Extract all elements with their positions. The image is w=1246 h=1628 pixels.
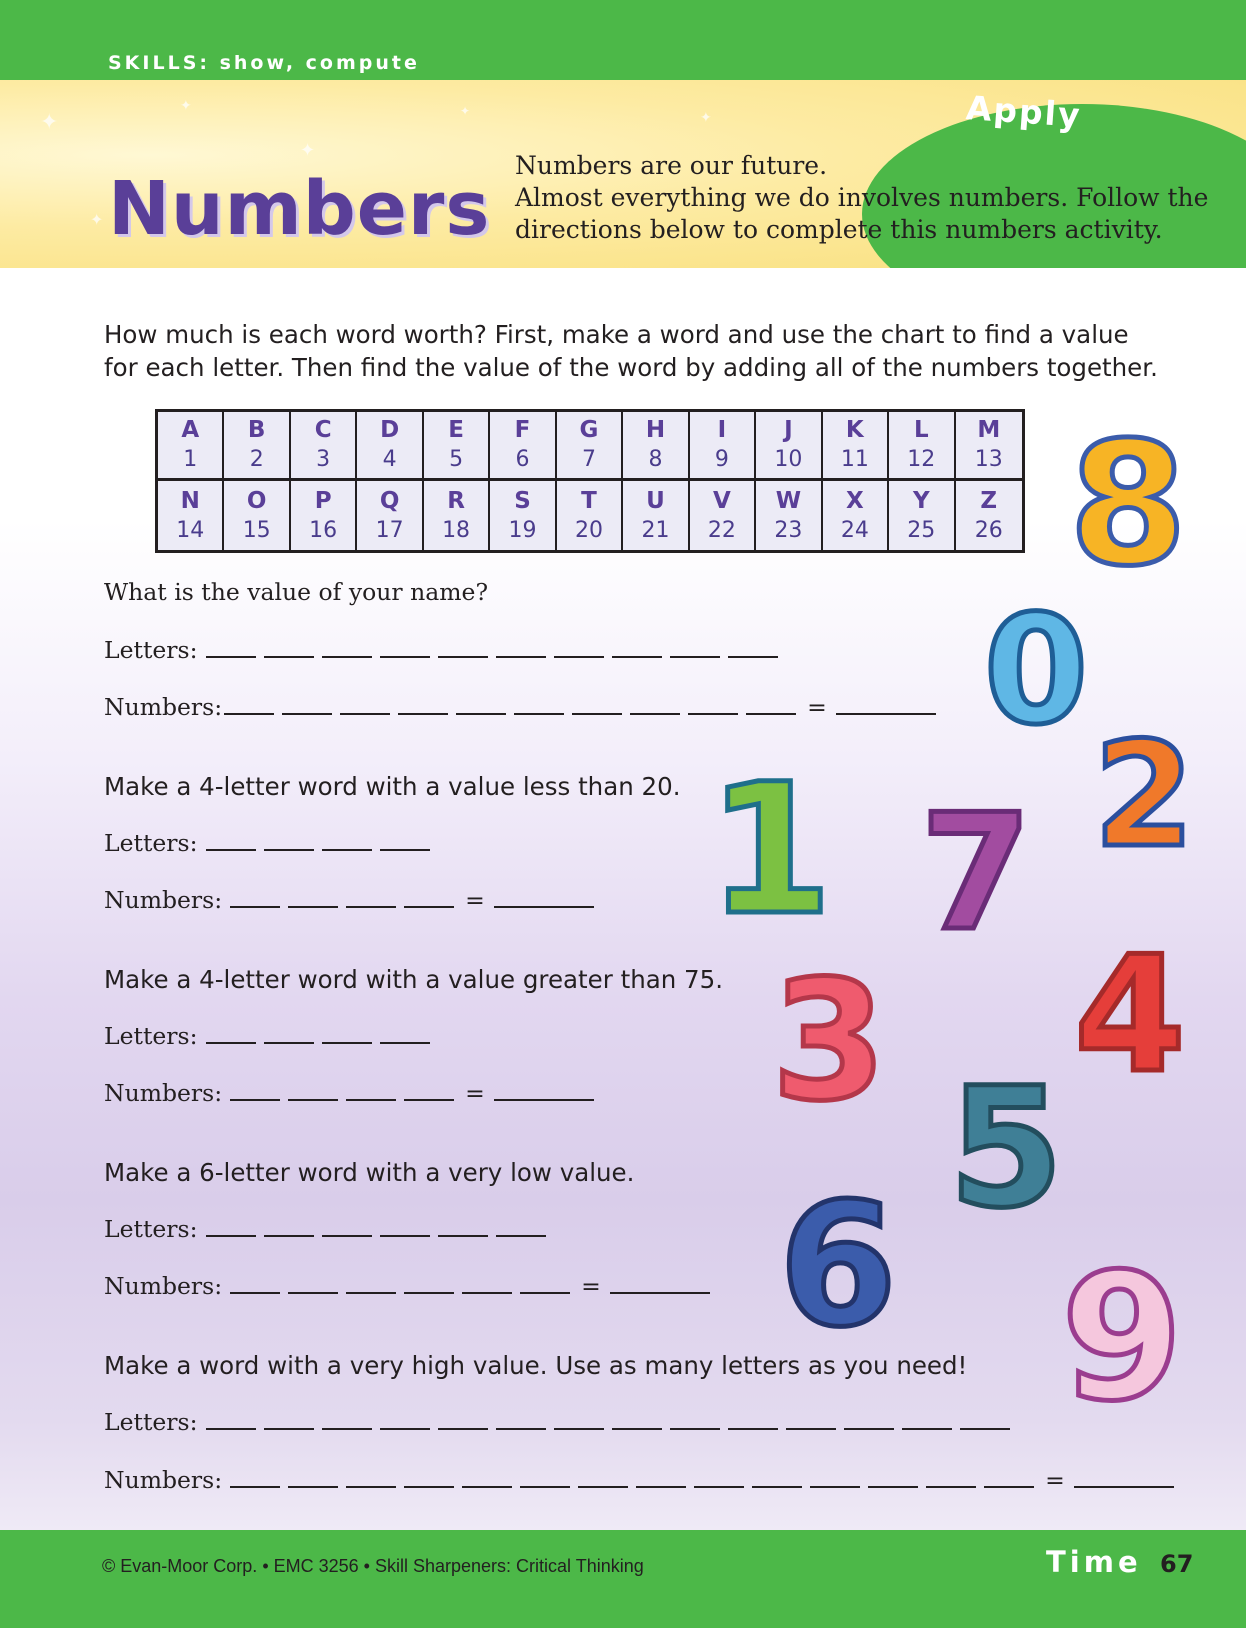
chart-letter: G bbox=[579, 417, 599, 443]
chart-cell bbox=[557, 481, 623, 550]
chart-letter: D bbox=[380, 417, 400, 443]
answer-blank bbox=[264, 849, 314, 851]
letters-label: Letters: bbox=[104, 1215, 198, 1243]
chart-value: 1 bbox=[183, 447, 198, 472]
chart-cell bbox=[291, 481, 357, 550]
answer-blank bbox=[572, 713, 622, 715]
page-number: 67 bbox=[1160, 1550, 1194, 1578]
chart-cell bbox=[623, 412, 689, 481]
chart-cell bbox=[956, 412, 1022, 481]
chart-letter: Z bbox=[980, 487, 998, 514]
chart-letter: C bbox=[314, 417, 332, 443]
chart-value: 7 bbox=[581, 447, 596, 472]
answer-blank bbox=[728, 656, 778, 658]
chart-value: 23 bbox=[774, 517, 803, 543]
total-blank bbox=[494, 1099, 594, 1101]
low4-prompt: Make a 4-letter word with a value less than 20. bbox=[104, 772, 681, 801]
digit-nine-decoration bbox=[1061, 1237, 1183, 1440]
digit-four: 4 bbox=[1074, 921, 1186, 1108]
answer-blank bbox=[404, 1486, 454, 1488]
answer-blank bbox=[398, 713, 448, 715]
answer-blank bbox=[230, 1292, 280, 1294]
chart-letter: V bbox=[713, 487, 731, 514]
chart-value: 19 bbox=[508, 517, 537, 543]
directions-line-1: How much is each word worth? First, make a word and use the chart to find a value bbox=[104, 320, 1129, 349]
low6-letters-row bbox=[104, 1215, 554, 1243]
total-blank bbox=[494, 906, 594, 908]
numbers-label: Numbers: bbox=[104, 1079, 223, 1107]
chart-letter: I bbox=[717, 417, 727, 443]
answer-blank bbox=[404, 1099, 454, 1101]
chart-letter: S bbox=[514, 487, 531, 514]
answer-blank bbox=[224, 713, 274, 715]
answer-blank bbox=[230, 1486, 280, 1488]
digit-zero: 0 bbox=[983, 584, 1089, 758]
answer-blank bbox=[230, 1099, 280, 1101]
answer-blank bbox=[206, 656, 256, 658]
answer-blank bbox=[554, 1428, 604, 1430]
answer-blank bbox=[288, 1292, 338, 1294]
answer-blank bbox=[404, 1292, 454, 1294]
name-letters-row bbox=[104, 636, 786, 664]
chart-value: 14 bbox=[176, 517, 205, 543]
digit-six: 6 bbox=[778, 1167, 898, 1365]
chart-cell bbox=[490, 481, 556, 550]
letter-value-chart bbox=[155, 409, 1025, 553]
intro-line-1: Numbers are our future. bbox=[515, 151, 828, 180]
answer-blank bbox=[322, 849, 372, 851]
answer-blank bbox=[264, 656, 314, 658]
answer-blank bbox=[688, 713, 738, 715]
title-banner: ✦ ✦ ✦ ✦ ✦ ✦ bbox=[0, 80, 1246, 268]
chart-value: 8 bbox=[648, 447, 663, 472]
chart-cell bbox=[823, 481, 889, 550]
chart-letter: J bbox=[784, 417, 793, 443]
answer-blank bbox=[346, 1099, 396, 1101]
skills-label: SKILLS: show, compute bbox=[108, 52, 420, 74]
answer-blank bbox=[786, 1428, 836, 1430]
answer-blank bbox=[630, 713, 680, 715]
answer-blank bbox=[380, 849, 430, 851]
numbers-label: Numbers: bbox=[104, 1272, 223, 1300]
chart-letter: K bbox=[845, 417, 864, 443]
digit-eight-decoration bbox=[1069, 406, 1187, 604]
chart-letter: F bbox=[514, 417, 531, 443]
chart-cell bbox=[357, 481, 423, 550]
high-numbers-row bbox=[104, 1466, 1182, 1494]
equals-sign: = bbox=[465, 886, 485, 914]
chart-cell bbox=[557, 412, 623, 481]
chart-letter: W bbox=[775, 487, 802, 514]
total-blank bbox=[610, 1292, 710, 1294]
chart-letter: L bbox=[913, 417, 929, 443]
chart-cell bbox=[490, 412, 556, 481]
chart-value: 26 bbox=[974, 517, 1003, 543]
low4-letters-row bbox=[104, 829, 438, 857]
answer-blank bbox=[746, 713, 796, 715]
chart-letter: P bbox=[314, 487, 332, 514]
chart-value: 4 bbox=[382, 447, 397, 472]
chart-letter: X bbox=[845, 487, 864, 514]
answer-blank bbox=[554, 656, 604, 658]
letters-label: Letters: bbox=[104, 829, 198, 857]
answer-blank bbox=[346, 1292, 396, 1294]
chart-value: 25 bbox=[907, 517, 936, 543]
low6-numbers-row bbox=[104, 1272, 718, 1300]
answer-blank bbox=[578, 1486, 628, 1488]
answer-blank bbox=[346, 906, 396, 908]
chart-letter: M bbox=[977, 417, 1001, 443]
chart-value: 6 bbox=[515, 447, 530, 472]
chart-value: 15 bbox=[242, 517, 271, 543]
chart-value: 3 bbox=[316, 447, 331, 472]
answer-blank bbox=[670, 656, 720, 658]
digit-seven: 7 bbox=[920, 779, 1032, 966]
low6-prompt: Make a 6-letter word with a very low value. bbox=[104, 1158, 635, 1187]
answer-blank bbox=[264, 1042, 314, 1044]
equals-sign: = bbox=[465, 1079, 485, 1107]
high4-letters-row bbox=[104, 1022, 438, 1050]
page-title: Numbers bbox=[108, 166, 491, 252]
answer-blank bbox=[288, 1099, 338, 1101]
chart-cell bbox=[690, 412, 756, 481]
answer-blank bbox=[844, 1428, 894, 1430]
chart-letter: O bbox=[246, 487, 267, 514]
answer-blank bbox=[868, 1486, 918, 1488]
numbers-label: Numbers: bbox=[104, 1466, 223, 1494]
equals-sign: = bbox=[807, 693, 827, 721]
answer-blank bbox=[438, 1428, 488, 1430]
total-blank bbox=[1074, 1486, 1174, 1488]
answer-blank bbox=[902, 1428, 952, 1430]
copyright: © Evan-Moor Corp. • EMC 3256 • Skill Sharpeners: Critical Thinking bbox=[102, 1556, 644, 1576]
answer-blank bbox=[514, 713, 564, 715]
digit-one-decoration bbox=[707, 746, 832, 955]
digit-nine: 9 bbox=[1061, 1237, 1183, 1440]
answer-blank bbox=[346, 1486, 396, 1488]
numbers-label: Numbers: bbox=[104, 693, 223, 721]
answer-blank bbox=[520, 1486, 570, 1488]
name-prompt: What is the value of your name? bbox=[104, 578, 489, 606]
chart-value: 24 bbox=[840, 517, 869, 543]
digit-three-decoration bbox=[772, 945, 887, 1137]
chart-cell bbox=[690, 481, 756, 550]
chart-cell bbox=[623, 481, 689, 550]
chart-cell bbox=[756, 481, 822, 550]
digit-zero-decoration bbox=[984, 584, 1088, 758]
answer-blank bbox=[496, 656, 546, 658]
digit-three: 3 bbox=[771, 945, 887, 1137]
high4-numbers-row bbox=[104, 1079, 602, 1107]
answer-blank bbox=[612, 656, 662, 658]
answer-blank bbox=[380, 1235, 430, 1237]
chart-cell bbox=[424, 412, 490, 481]
digit-two-decoration bbox=[1094, 711, 1195, 880]
answer-blank bbox=[456, 713, 506, 715]
equals-sign: = bbox=[581, 1272, 601, 1300]
answer-blank bbox=[810, 1486, 860, 1488]
answer-blank bbox=[380, 1042, 430, 1044]
directions-line-2: for each letter. Then find the value of the word by adding all of the numbers together. bbox=[104, 353, 1158, 382]
answer-blank bbox=[438, 1235, 488, 1237]
letters-label: Letters: bbox=[104, 1022, 198, 1050]
chart-letter: R bbox=[447, 487, 465, 514]
intro-line-3: directions below to complete this numbers activity. bbox=[515, 215, 1163, 244]
high4-prompt: Make a 4-letter word with a value greater than 75. bbox=[104, 965, 724, 994]
answer-blank bbox=[322, 1428, 372, 1430]
chart-cell bbox=[357, 412, 423, 481]
total-blank bbox=[836, 713, 936, 715]
chart-value: 10 bbox=[774, 447, 803, 472]
answer-blank bbox=[694, 1486, 744, 1488]
answer-blank bbox=[462, 1292, 512, 1294]
chart-letter: H bbox=[645, 417, 666, 443]
chart-value: 18 bbox=[442, 517, 471, 543]
answer-blank bbox=[206, 849, 256, 851]
chart-cell bbox=[889, 481, 955, 550]
answer-blank bbox=[322, 1042, 372, 1044]
chart-letter: U bbox=[646, 487, 665, 514]
chart-value: 22 bbox=[707, 517, 736, 543]
intro-line-2: Almost everything we do involves numbers. Follow the bbox=[515, 183, 1209, 212]
chart-cell bbox=[424, 481, 490, 550]
chart-value: 21 bbox=[641, 517, 670, 543]
chart-value: 12 bbox=[907, 447, 936, 472]
answer-blank bbox=[380, 656, 430, 658]
chart-value: 5 bbox=[449, 447, 464, 472]
answer-blank bbox=[670, 1428, 720, 1430]
numbers-label: Numbers: bbox=[104, 886, 223, 914]
section-label: Time bbox=[1046, 1545, 1142, 1579]
chart-cell bbox=[224, 412, 290, 481]
digit-one: 1 bbox=[707, 746, 833, 955]
chart-cell bbox=[956, 481, 1022, 550]
digit-four-decoration bbox=[1074, 921, 1185, 1108]
chart-letter: Q bbox=[379, 487, 400, 514]
chart-cell bbox=[291, 412, 357, 481]
digit-five: 5 bbox=[948, 1052, 1064, 1244]
answer-blank bbox=[612, 1428, 662, 1430]
chart-letter: A bbox=[181, 417, 200, 443]
chart-letter: N bbox=[180, 487, 200, 514]
answer-blank bbox=[462, 1486, 512, 1488]
digit-five-decoration bbox=[949, 1052, 1064, 1244]
answer-blank bbox=[926, 1486, 976, 1488]
chart-value: 17 bbox=[375, 517, 404, 543]
chart-value: 11 bbox=[840, 447, 869, 472]
letters-label: Letters: bbox=[104, 636, 198, 664]
chart-cell bbox=[224, 481, 290, 550]
answer-blank bbox=[636, 1486, 686, 1488]
digit-seven-decoration bbox=[920, 779, 1031, 966]
answer-blank bbox=[496, 1235, 546, 1237]
digit-six-decoration bbox=[779, 1167, 897, 1365]
chart-cell bbox=[158, 481, 224, 550]
answer-blank bbox=[264, 1428, 314, 1430]
digit-eight: 8 bbox=[1068, 406, 1188, 604]
answer-blank bbox=[206, 1428, 256, 1430]
high-letters-row bbox=[104, 1408, 1018, 1436]
answer-blank bbox=[496, 1428, 546, 1430]
chart-value: 20 bbox=[574, 517, 603, 543]
apply-label: Apply bbox=[964, 88, 1083, 135]
chart-value: 9 bbox=[714, 447, 729, 472]
digit-two: 2 bbox=[1093, 711, 1195, 880]
chart-cell bbox=[823, 412, 889, 481]
chart-cell bbox=[756, 412, 822, 481]
answer-blank bbox=[206, 1235, 256, 1237]
answer-blank bbox=[752, 1486, 802, 1488]
answer-blank bbox=[984, 1486, 1034, 1488]
answer-blank bbox=[264, 1235, 314, 1237]
chart-value: 2 bbox=[249, 447, 264, 472]
answer-blank bbox=[520, 1292, 570, 1294]
answer-blank bbox=[230, 906, 280, 908]
chart-letter: E bbox=[448, 417, 464, 443]
answer-blank bbox=[728, 1428, 778, 1430]
chart-letter: T bbox=[581, 487, 597, 514]
answer-blank bbox=[340, 713, 390, 715]
name-numbers-row bbox=[104, 693, 944, 721]
answer-blank bbox=[960, 1428, 1010, 1430]
answer-blank bbox=[206, 1042, 256, 1044]
chart-value: 13 bbox=[974, 447, 1003, 472]
answer-blank bbox=[288, 906, 338, 908]
answer-blank bbox=[404, 906, 454, 908]
chart-letter: Y bbox=[912, 487, 930, 514]
answer-blank bbox=[282, 713, 332, 715]
answer-blank bbox=[322, 1235, 372, 1237]
answer-blank bbox=[288, 1486, 338, 1488]
equals-sign: = bbox=[1045, 1466, 1065, 1494]
letters-label: Letters: bbox=[104, 1408, 198, 1436]
low4-numbers-row bbox=[104, 886, 602, 914]
answer-blank bbox=[438, 656, 488, 658]
answer-blank bbox=[322, 656, 372, 658]
chart-letter: B bbox=[247, 417, 266, 443]
chart-cell bbox=[158, 412, 224, 481]
chart-value: 16 bbox=[309, 517, 338, 543]
high-prompt: Make a word with a very high value. Use as many letters as you need! bbox=[104, 1351, 968, 1380]
answer-blank bbox=[380, 1428, 430, 1430]
chart-cell bbox=[889, 412, 955, 481]
directions bbox=[104, 318, 1204, 384]
